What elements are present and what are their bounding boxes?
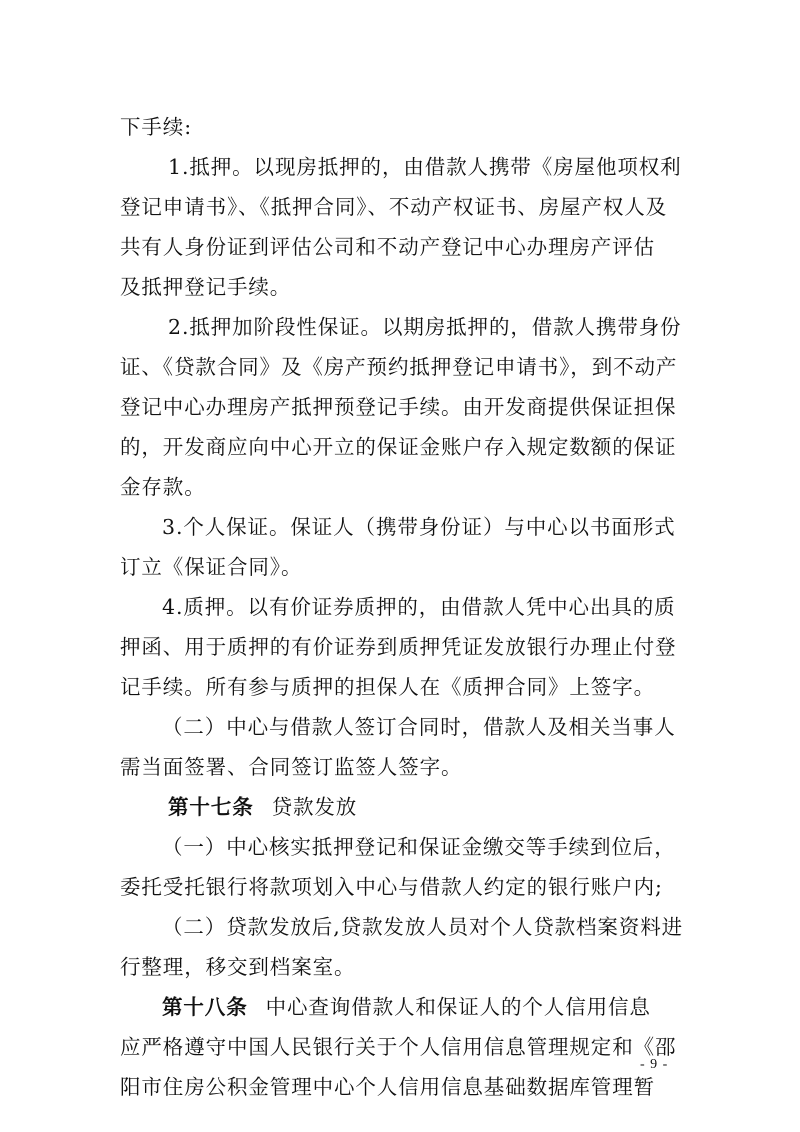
article-17-heading-line — [168, 797, 690, 818]
text-line: 金存款。 — [120, 475, 206, 499]
text-line: 阳市住房公积金管理中心个人信用信息基础数据库管理暂 — [120, 1075, 655, 1099]
text-line: 2.抵押加阶段性保证。以期房抵押的，借款人携带身份 — [168, 315, 682, 339]
text-line: 及抵押登记手续。 — [120, 275, 292, 299]
text-line: 记手续。所有参与质押的担保人在《质押合同》上签字。 — [120, 675, 655, 699]
text-line: 4.质押。以有价证券质押的，由借款人凭中心出具的质 — [162, 595, 676, 619]
text-line: （二）贷款发放后,贷款发放人员对个人贷款档案资料进 — [162, 915, 684, 939]
text-line: 证、《贷款合同》及《房产预约抵押登记申请书》，到不动产 — [120, 355, 678, 379]
text-line: 下手续: — [120, 115, 193, 139]
text-line: 登记中心办理房产抵押预登记手续。由开发商提供保证担保 — [120, 395, 677, 419]
text-line: 押函、用于质押的有价证券到质押凭证发放银行办理止付登 — [120, 635, 677, 659]
text-line: 委托受托银行将款项划入中心与借款人约定的银行账户内; — [120, 875, 663, 899]
text-line: （二）中心与借款人签订合同时，借款人及相关当事人 — [162, 715, 676, 739]
article-text: 中心查询借款人和保证人的个人信用信息 — [265, 995, 651, 1019]
text-line: 行整理，移交到档案室。 — [120, 955, 356, 979]
article-heading: 第十八条 — [162, 995, 248, 1019]
article-heading: 第十七条 — [168, 795, 254, 819]
text-line: 需当面签署、合同签订监签人签字。 — [120, 755, 463, 779]
text-line: 的，开发商应向中心开立的保证金账户存入规定数额的保证 — [120, 435, 677, 459]
text-line: 共有人身份证到评估公司和不动产登记中心办理房产评估 — [120, 235, 655, 259]
text-line: 登记申请书》、《抵押合同》、不动产权证书、房屋产权人及 — [120, 195, 668, 219]
text-line: 1.抵押。以现房抵押的，由借款人携带《房屋他项权利 — [168, 155, 682, 179]
text-line: 订立《保证合同》。 — [120, 555, 303, 579]
text-line: （一）中心核实抵押登记和保证金缴交等手续到位后， — [162, 835, 676, 859]
text-line: 3.个人保证。保证人（携带身份证）与中心以书面形式 — [162, 515, 676, 539]
article-title: 贷款发放 — [271, 795, 358, 819]
article-18-heading-line — [162, 997, 690, 1018]
text-line: 应严格遵守中国人民银行关于个人信用信息管理规定和《邵 — [120, 1035, 677, 1059]
page-number: - 9 - — [640, 1057, 669, 1072]
